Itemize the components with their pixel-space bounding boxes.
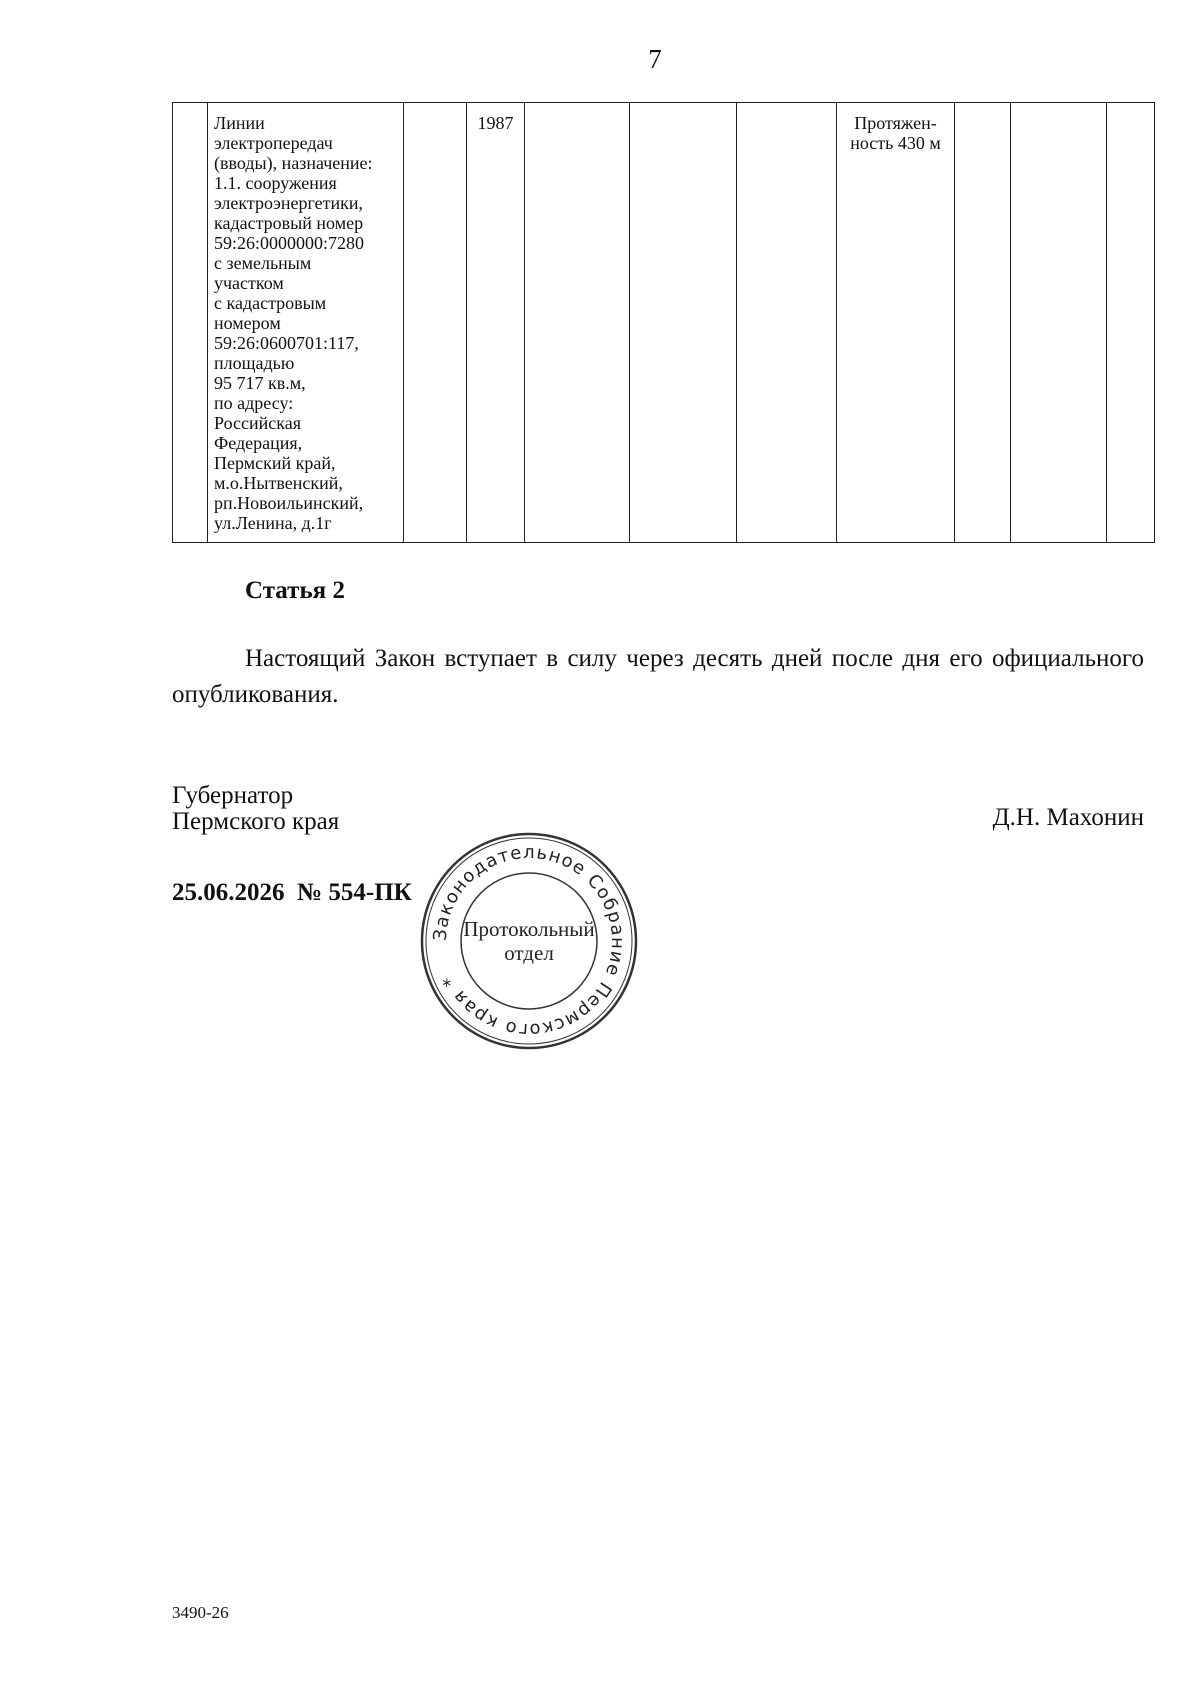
signature-title-line: Губернатор [172,782,294,809]
table-cell [955,103,1011,543]
property-table [172,102,1155,543]
page-number: 7 [648,44,662,74]
article-text: Настоящий Закон вступает в силу через десять дней после дня его официального опубликования. [172,645,1144,708]
official-seal [418,830,640,1052]
seal-center-line: Протокольный [463,917,595,941]
length-text: Протяжен- ность 430 м [850,113,941,153]
table-cell-year: 1987 [467,103,525,543]
seal-ring-text: Законодательное Собрание Пермского края * [429,841,629,1041]
table-cell-description [208,103,404,543]
law-date-number: 25.06.2026 № 554-ПК [172,879,412,906]
table-cell [737,103,837,543]
table-cell [1011,103,1107,543]
table-cell [1107,103,1155,543]
table-cell-length [837,103,955,543]
table-cell [630,103,737,543]
document-code: 3490-26 [172,1603,229,1622]
table-row [173,103,1155,543]
signature-title-line: Пермского края [172,808,340,835]
table-cell [173,103,208,543]
table-cell [525,103,630,543]
table-cell [404,103,467,543]
signature-title [172,783,339,835]
signature-name: Д.Н. Махонин [992,804,1144,831]
seal-center-text [418,917,640,965]
article-heading: Статья 2 [245,577,345,604]
description-text: Линии электропередач (вводы), назначение: 1.1. сооружения электроэнергетики, кадастровый номер 59:26:0000000:7280 с земельным участком с кадастровым номером 59:26:0600701:117, площадью 95 717 кв.м, по адресу: Российская Федерация, Пермский край, м.о.Нытвенский, рп.Новоильинский, ул.Ленина, д.1г [214,113,373,533]
seal-center-line: отдел [504,941,554,965]
